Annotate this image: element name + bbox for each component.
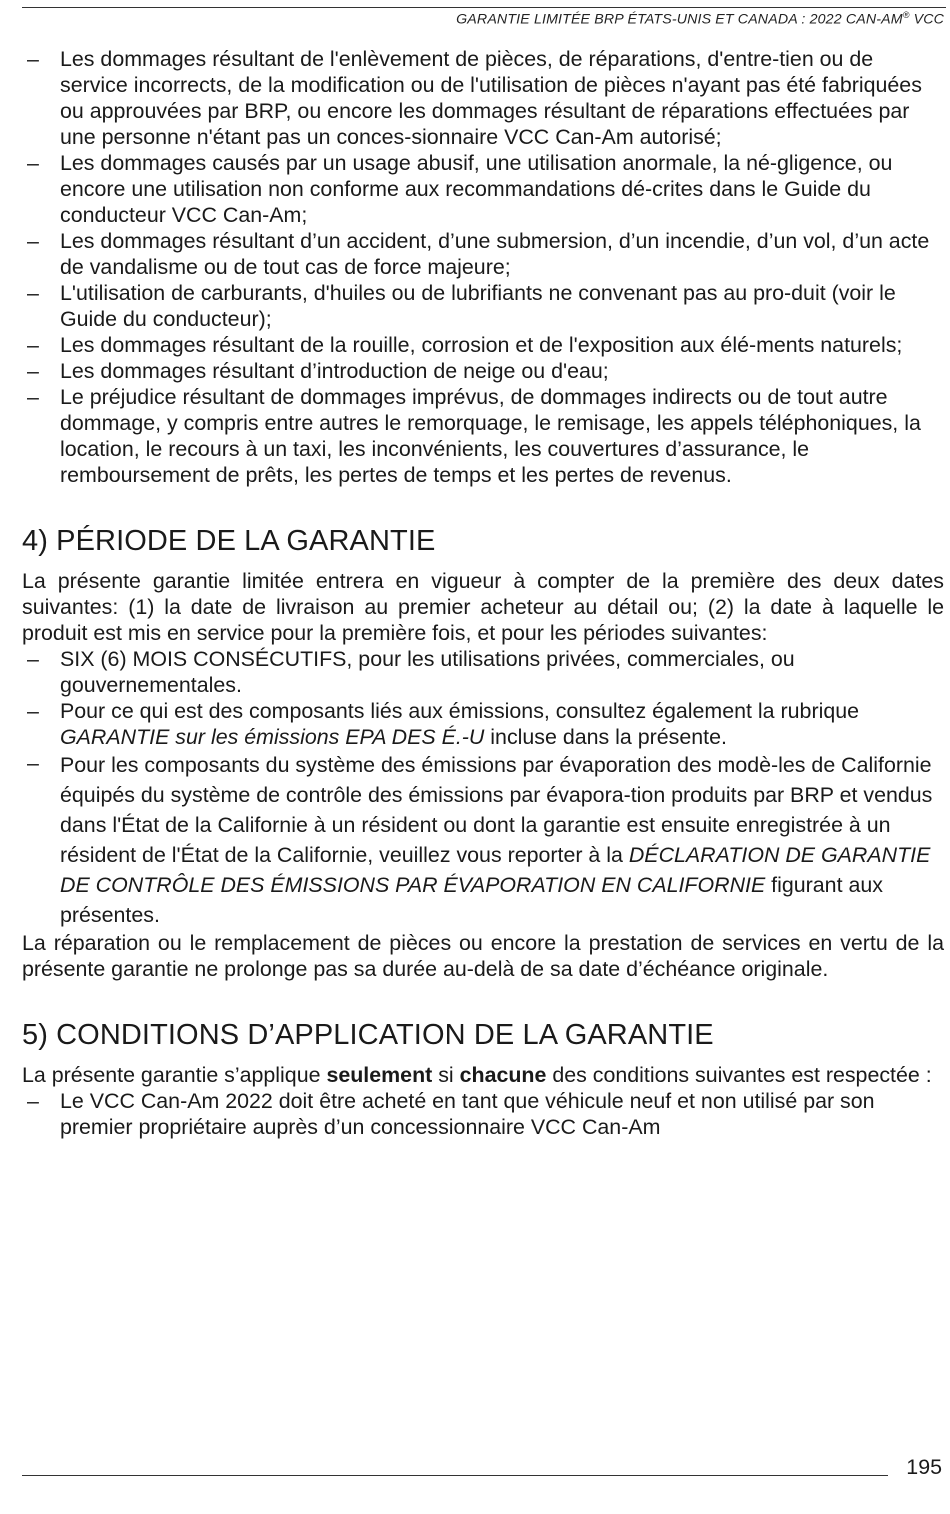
exclusions-list (22, 46, 944, 488)
exclusion-item: – Les dommages résultant de la rouille, corrosion et de l'exposition aux élé-ments naturels; (22, 332, 944, 358)
running-header (456, 10, 944, 28)
exclusion-item: – Les dommages résultant de l'enlèvement de pièces, de réparations, d'entre-tien ou de service incorrects, de la modification ou de l'utilisation de pièces n'ayant pas été fabriquées ou approuvées par BRP, ou encore les dommages résultant de réparations effectuées par une personne n'étant pas un conces-sionnaire VCC Can-Am autorisé; (22, 46, 944, 150)
section-5-intro (22, 1062, 944, 1088)
running-header-title: GARANTIE LIMITÉE BRP ÉTATS-UNIS ET CANADA : 2022 CAN-AM (456, 11, 903, 28)
section-4-intro: La présente garantie limitée entrera en vigueur à compter de la première des deux dates suivantes: (1) la date de livraison au premier acheteur au détail ou; (2) la date à laquelle le produit est mis en service pour la première fois, et pour les périodes suivantes: (22, 569, 944, 645)
exclusion-item: – Les dommages causés par un usage abusif, une utilisation anormale, la né-gligence, ou encore une utilisation non conforme aux recommandations dé-crites dans le Guide du conducteur VCC Can-Am; (22, 150, 944, 228)
exclusion-item: – Les dommages résultant d’un accident, d’une submersion, d’un incendie, d’un vol, d’un acte de vandalisme ou de tout cas de force majeure; (22, 228, 944, 280)
header-rule (22, 7, 946, 8)
exclusion-item: – Les dommages résultant d’introduction de neige ou d'eau; (22, 358, 944, 384)
intro-text: si (432, 1063, 460, 1087)
footer-rule (22, 1475, 888, 1476)
running-header-suffix: VCC (913, 11, 944, 28)
california-item-text: Pour les composants du système des émissions par évaporation des modè-les de Californie équipés du système de contrôle des émissions par évapora-tion produits par BRP et vendus dans l'État de la Californie à un résident ou dont la garantie est ensuite enregistrée à un résident de l'État de la Californie, veuillez vous reporter à la (60, 753, 933, 867)
epa-item-text: Pour ce qui est des composants liés aux émissions, consultez également la rubrique (60, 699, 860, 723)
epa-warranty-reference: GARANTIE sur les émissions EPA DES É.-U (60, 725, 485, 749)
exclusion-item: – Le préjudice résultant de dommages imprévus, de dommages indirects ou de tout autre dommage, y compris entre autres le remorquage, le remisage, les appels téléphoniques, la location, le recours à un taxi, les inconvénients, les couvertures d’assurance, le remboursement de prêts, les pertes de temps et les pertes de revenus. (22, 384, 944, 488)
condition-item: – Le VCC Can-Am 2022 doit être acheté en tant que véhicule neuf et non utilisé par son premier propriétaire auprès d’un concessionnaire VCC Can-Am (22, 1088, 944, 1140)
page-content (22, 46, 944, 1140)
emphasis-chacune: chacune (459, 1063, 547, 1087)
section-4-closing: La réparation ou le remplacement de pièces ou encore la prestation de services en vertu de la présente garantie ne prolonge pas sa durée au-delà de sa date d’échéance originale. (22, 931, 944, 981)
conditions-list (22, 1088, 944, 1140)
intro-text: des conditions suivantes est respectée : (546, 1063, 932, 1087)
period-item-six-months: – SIX (6) MOIS CONSÉCUTIFS, pour les utilisations privées, commerciales, ou gouvernementales. (22, 646, 944, 698)
period-item-california-evaporative (22, 750, 944, 930)
page-number: 195 (906, 1455, 942, 1479)
warranty-periods-list (22, 646, 944, 930)
section-4-heading: 4) PÉRIODE DE LA GARANTIE (22, 525, 436, 557)
period-item-epa-emissions (22, 698, 944, 750)
california-warranty-reference: DÉCLARATION DE GARANTIE DE CONTRÔLE DES ÉMISSIONS PAR ÉVAPORATION EN CALIFORNIE (60, 843, 931, 897)
emphasis-seulement: seulement (326, 1063, 433, 1087)
exclusion-item: – L'utilisation de carburants, d'huiles ou de lubrifiants ne convenant pas au pro-duit (voir le Guide du conducteur); (22, 280, 944, 332)
epa-item-suffix: incluse dans la présente. (484, 725, 727, 749)
california-item-suffix: figurant aux présentes. (60, 873, 883, 927)
intro-text: La présente garantie s’applique (22, 1063, 327, 1087)
section-5-heading: 5) CONDITIONS D’APPLICATION DE LA GARANTIE (22, 1019, 714, 1051)
registered-mark: ® (902, 10, 910, 20)
